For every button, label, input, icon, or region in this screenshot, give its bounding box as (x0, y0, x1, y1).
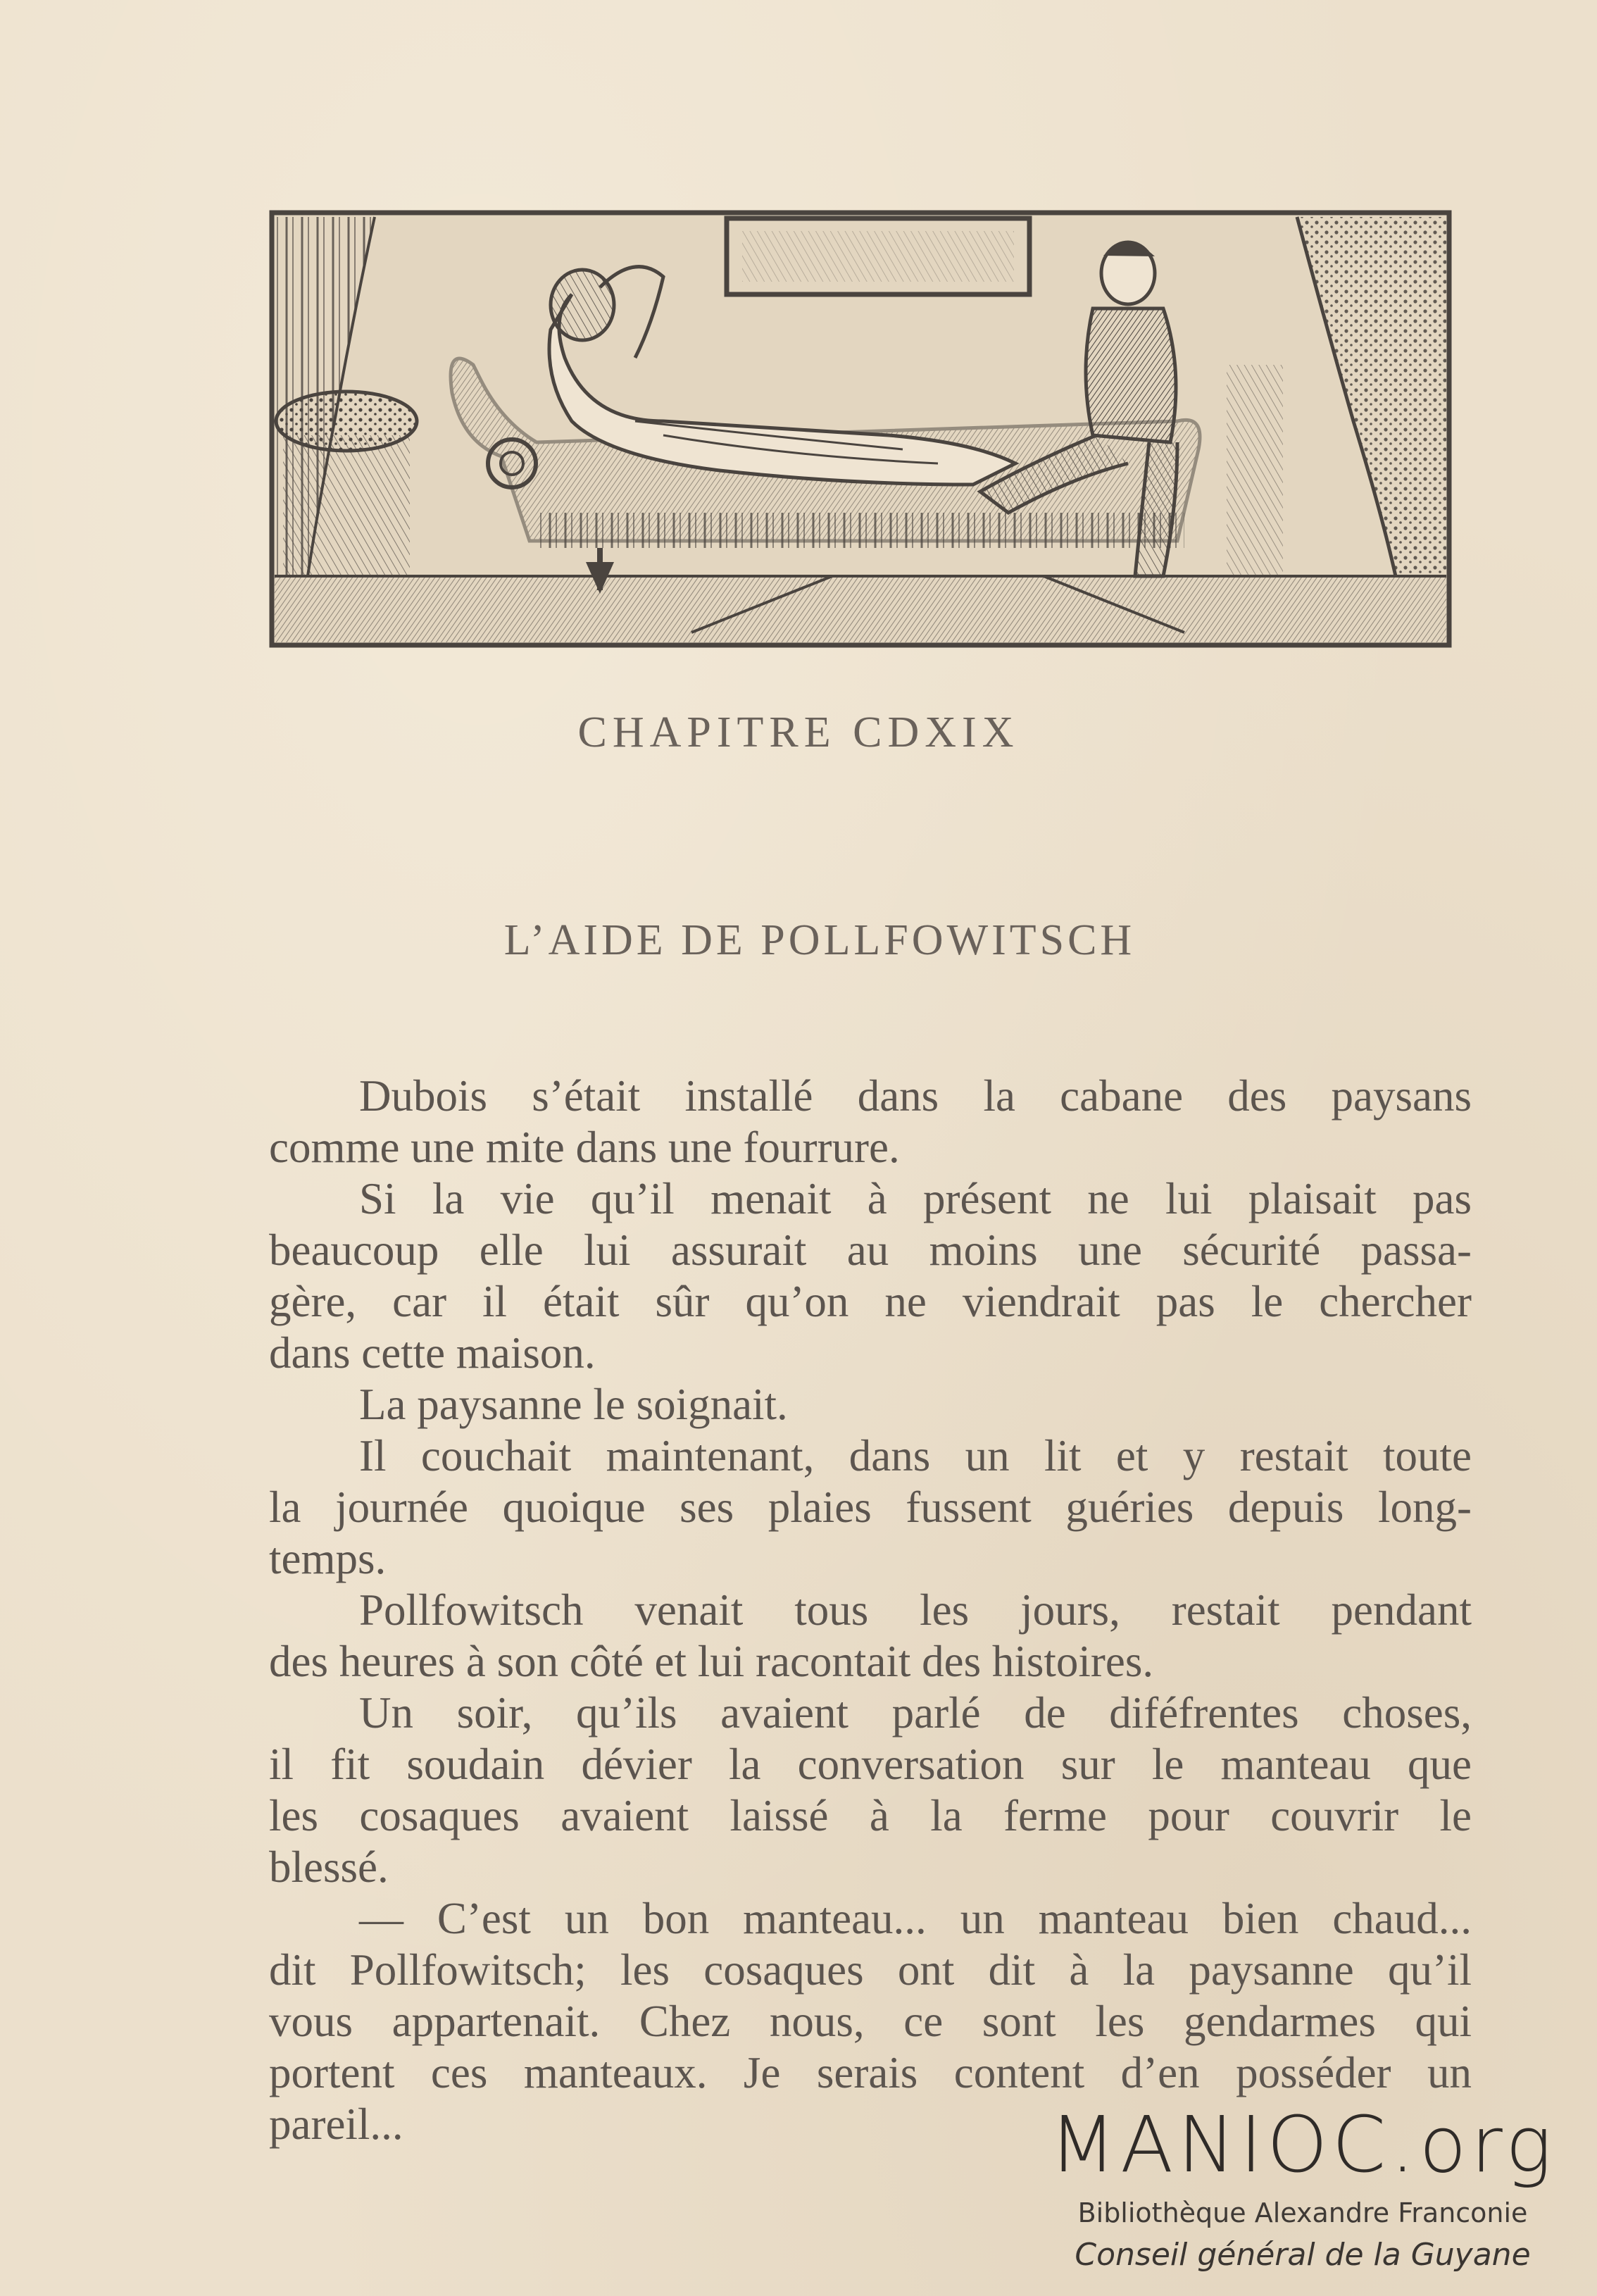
text-line: des heures à son côté et lui racontait des histoires. (269, 1637, 1154, 1686)
text-line: — C’est un bon manteau... un manteau bien chaud... (359, 1894, 1472, 1943)
text-line: blessé. (269, 1842, 389, 1892)
text-line: vous appartenait. Chez nous, ce sont les gendarmes qui (269, 1997, 1472, 2046)
engraving-illustration (269, 210, 1452, 648)
text-line: beaucoup elle lui assurait au moins une sécurité passa- (269, 1225, 1472, 1275)
engraving-salon-scene-icon (269, 210, 1452, 648)
text-line: portent ces manteaux. Je serais content d’en posséder un (269, 2048, 1472, 2097)
text-line: gère, car il était sûr qu’on ne viendrait pas le chercher (269, 1277, 1472, 1326)
text-line: comme une mite dans une fourrure. (269, 1123, 900, 1172)
text-line: temps. (269, 1534, 387, 1583)
manioc-logo: MANIOC.org (1049, 2100, 1556, 2190)
council-credit: Conseil général de la Guyane (1075, 2237, 1531, 2273)
text-line: la journée quoique ses plaies fussent guéries depuis long- (269, 1483, 1472, 1532)
text-line: pareil... (269, 2100, 403, 2149)
text-line: il fit soudain dévier la conversation sur le manteau que (269, 1740, 1472, 1789)
chapter-title: L’AIDE DE POLLFOWITSCH (503, 916, 1136, 964)
library-credit: Bibliothèque Alexandre Franconie (1077, 2197, 1528, 2228)
text-line: La paysanne le soignait. (359, 1380, 788, 1429)
chapter-body (269, 1071, 1472, 2150)
text-line: dit Pollfowitsch; les cosaques ont dit à la paysanne qu’il (269, 1945, 1472, 1995)
text-line: dans cette maison. (269, 1328, 596, 1378)
text-line: les cosaques avaient laissé à la ferme pour couvrir le (269, 1791, 1472, 1840)
text-line: Pollfowitsch venait tous les jours, restait pendant (359, 1585, 1472, 1635)
text-line: Si la vie qu’il menait à présent ne lui plaisait pas (359, 1174, 1472, 1223)
manioc-watermark (1035, 2102, 1570, 2277)
text-line: Dubois s’était installé dans la cabane des paysans (359, 1071, 1472, 1121)
chapter-number: CHAPITRE CDXIX (577, 709, 1020, 756)
text-line: Il couchait maintenant, dans un lit et y restait toute (359, 1431, 1472, 1480)
text-line: Un soir, qu’ils avaient parlé de diféfrentes choses, (359, 1688, 1472, 1737)
